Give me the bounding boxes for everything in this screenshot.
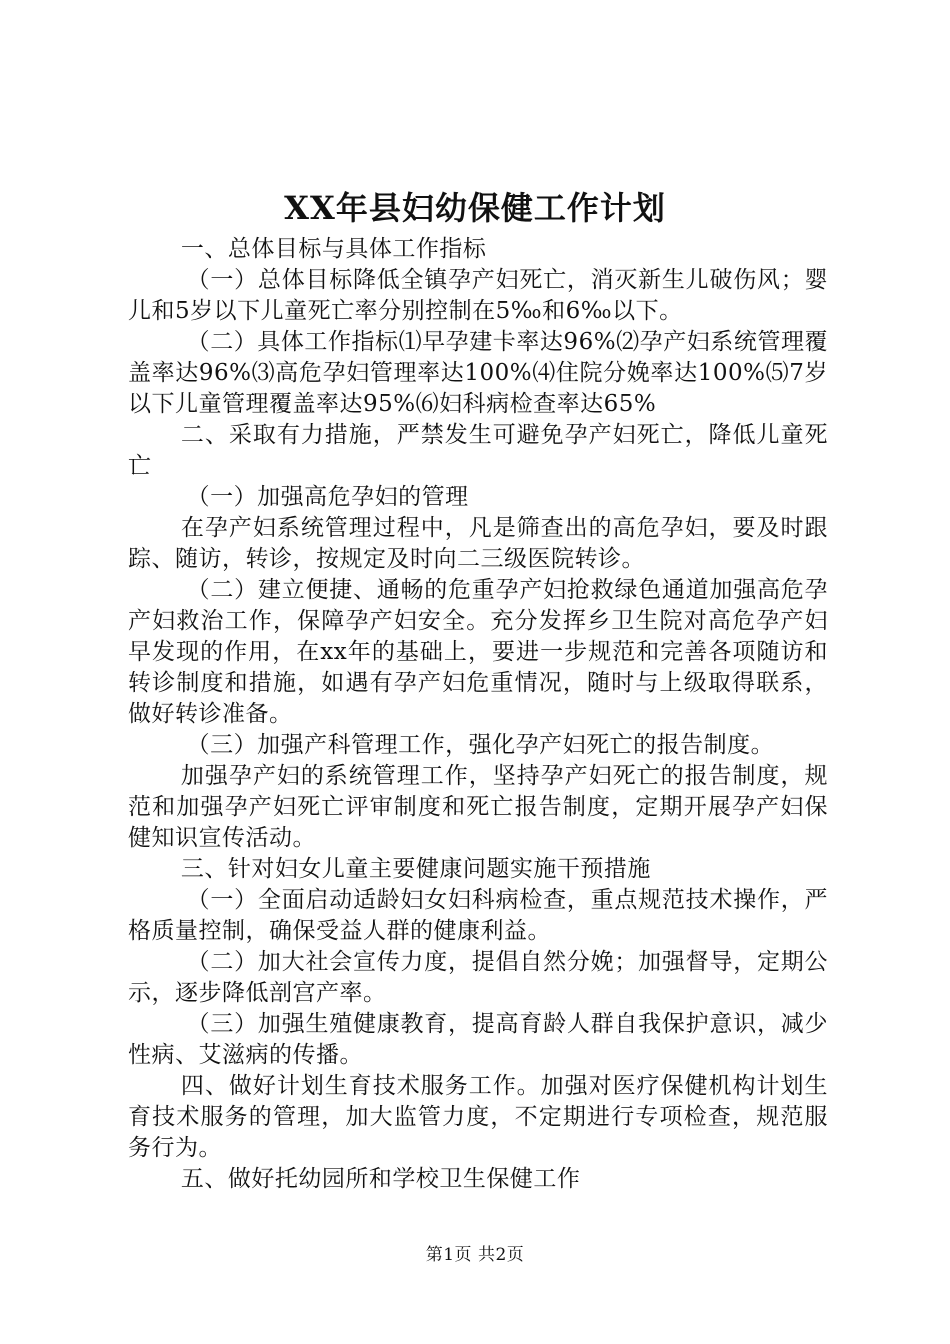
paragraph-screening-referral: 在孕产妇系统管理过程中，凡是筛查出的高危孕妇，要及时跟踪、随访，转诊，按规定及时向二三级医院转诊。 — [128, 515, 828, 572]
paragraph-high-risk-management: （一）加强高危孕妇的管理 — [186, 484, 469, 510]
paragraph-natural-birth: （二）加大社会宣传力度，提倡自然分娩；加强督导，定期公示，逐步降低剖宫产率。 — [128, 949, 828, 1006]
paragraph-overall-goal: （一）总体目标降低全镇孕产妇死亡，消灭新生儿破伤风；婴儿和5岁以下儿童死亡率分别控制在5‰和6‰以下。 — [128, 267, 828, 324]
page-footer: 第1页 共2页 — [425, 1245, 525, 1265]
paragraph-green-channel: （二）建立便捷、通畅的危重孕产妇抢救绿色通道加强高危孕产妇救治工作，保障孕产妇安全。充分发挥乡卫生院对高危孕产妇早发现的作用，在xx年的基础上，要进一步规范和完善各项随访和转诊制度和措施，如遇有孕产妇危重情况，随时与上级取得联系，做好转诊准备。 — [128, 577, 828, 727]
paragraph-system-management: 加强孕产妇的系统管理工作，坚持孕产妇死亡的报告制度，规范和加强孕产妇死亡评审制度和死亡报告制度，定期开展孕产妇保健知识宣传活动。 — [128, 763, 828, 851]
paragraph-section-4: 四、做好计划生育技术服务工作。加强对医疗保健机构计划生育技术服务的管理，加大监管力度，不定期进行专项检查，规范服务行为。 — [128, 1073, 828, 1161]
document-body — [128, 234, 828, 1195]
paragraph-specific-indicators: （二）具体工作指标⑴早孕建卡率达96%⑵孕产妇系统管理覆盖率达96%⑶高危孕妇管理率达100%⑷住院分娩率达100%⑸7岁以下儿童管理覆盖率达95%⑹妇科病检查率达65% — [128, 329, 828, 417]
paragraph-section-3-heading: 三、针对妇女儿童主要健康问题实施干预措施 — [180, 856, 651, 882]
paragraph-obstetric-management: （三）加强产科管理工作，强化孕产妇死亡的报告制度。 — [186, 732, 775, 758]
paragraph-section-2-heading: 二、采取有力措施，严禁发生可避免孕产妇死亡，降低儿童死亡 — [128, 422, 828, 479]
paragraph-gynecology-exam: （一）全面启动适龄妇女妇科病检查，重点规范技术操作，严格质量控制，确保受益人群的健康利益。 — [128, 887, 828, 944]
paragraph-section-5-heading: 五、做好托幼园所和学校卫生保健工作 — [180, 1166, 581, 1192]
paragraph-section-1-heading: 一、总体目标与具体工作指标 — [180, 236, 487, 262]
document-title: XX年县妇幼保健工作计划 — [284, 189, 666, 227]
paragraph-reproductive-health: （三）加强生殖健康教育，提高育龄人群自我保护意识，减少性病、艾滋病的传播。 — [128, 1011, 828, 1068]
